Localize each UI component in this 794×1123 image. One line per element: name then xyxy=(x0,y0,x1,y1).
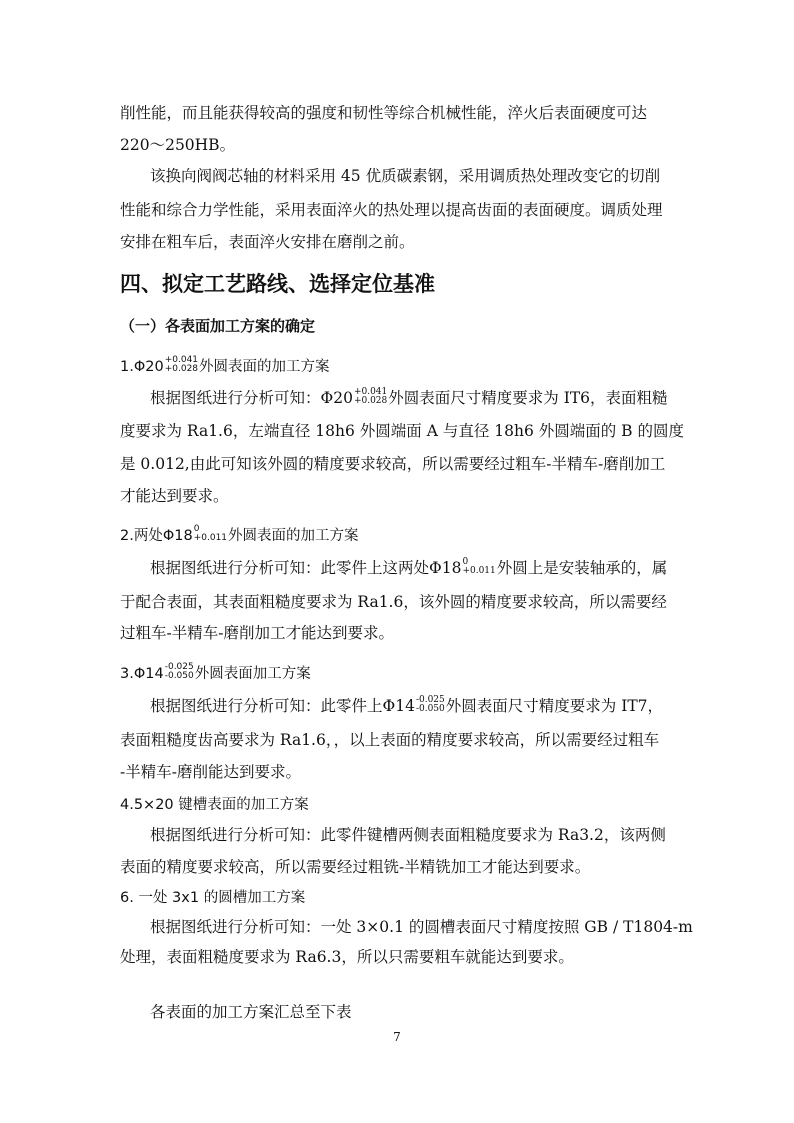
intro-para2-line-1: 该换向阀阀芯轴的材料采用 45 优质碳素钢，采用调质热处理改变它的切削 xyxy=(150,167,661,185)
item-1-line-4: 才能达到要求。 xyxy=(120,487,229,505)
intro-para2-line-2: 性能和综合力学性能，采用表面淬火的热处理以提高齿面的表面硬度。调质处理 xyxy=(120,201,663,219)
item-4-line-2: 表面的精度要求较高，所以需要经过粗铣-半精铣加工才能达到要求。 xyxy=(120,858,591,876)
item-2-line-1: 根据图纸进行分析可知：此零件上这两处Φ18 0 +0.011 外圆上是安装轴承的，属 xyxy=(150,557,668,577)
item-1-line-1: 根据图纸进行分析可知：Φ20 +0.041 +0.028 外圆表面尺寸精度要求为 IT6，表面粗糙 xyxy=(150,387,668,407)
intro-line-1: 削性能，而且能获得较高的强度和韧性等综合机械性能，淬火后表面硬度可达 xyxy=(120,104,648,122)
subsection-heading: （一）各表面加工方案的确定 xyxy=(120,317,316,335)
item-4-line-1: 根据图纸进行分析可知：此零件键槽两侧表面粗糙度要求为 Ra3.2，该两侧 xyxy=(150,826,666,844)
item-3-line-3: -半精车-磨削能达到要求。 xyxy=(120,763,301,781)
item-6-line-1: 根据图纸进行分析可知：一处 3×0.1 的圆槽表面尺寸精度按照 GB / T1804-m xyxy=(150,918,693,936)
item-3-line-2: 表面粗糙度齿高要求为 Ra1.6，，以上表面的精度要求较高，所以需要经过粗车 xyxy=(120,731,660,749)
item-2-line-2: 于配合表面，其表面粗糙度要求为 Ra1.6，该外圆的精度要求较高，所以需要经 xyxy=(120,593,667,611)
intro-line-2: 220～250HB。 xyxy=(120,136,236,154)
page-number: 7 xyxy=(393,1030,401,1044)
tolerance: +0.041 +0.028 xyxy=(164,355,199,374)
item-1-line-3: 是 0.012,由此可知该外圆的精度要求较高，所以需要经过粗车-半精车-磨削加工 xyxy=(120,455,666,473)
item-3-line-1: 根据图纸进行分析可知：此零件上Φ14 -0.025 -0.050 外圆表面尺寸精度要求为 IT7， xyxy=(150,695,664,715)
item-1-title: 1.Φ20 +0.041 +0.028 外圆表面的加工方案 xyxy=(120,355,330,375)
item-2-line-3: 过粗车-半精车-磨削加工才能达到要求。 xyxy=(120,624,394,642)
item-4-title: 4.5×20 键槽表面的加工方案 xyxy=(120,797,309,813)
item-6-title: 6. 一处 3x1 的圆槽加工方案 xyxy=(120,890,306,906)
summary-line: 各表面的加工方案汇总至下表 xyxy=(150,1003,352,1021)
item-2-title: 2.两处Φ18 0 +0.011 外圆表面的加工方案 xyxy=(120,524,359,544)
item-6-line-2: 处理，表面粗糙度要求为 Ra6.3，所以只需要粗车就能达到要求。 xyxy=(120,948,574,966)
section-heading: 四、拟定工艺路线、选择定位基准 xyxy=(120,272,435,296)
item-1-line-2: 度要求为 Ra1.6，左端直径 18h6 外圆端面 A 与直径 18h6 外圆端面的 B 的圆度 xyxy=(120,422,684,440)
item-3-title: 3.Φ14 -0.025 -0.050 外圆表面加工方案 xyxy=(120,662,311,682)
intro-para2-line-3: 安排在粗车后，表面淬火安排在磨削之前。 xyxy=(120,233,415,251)
